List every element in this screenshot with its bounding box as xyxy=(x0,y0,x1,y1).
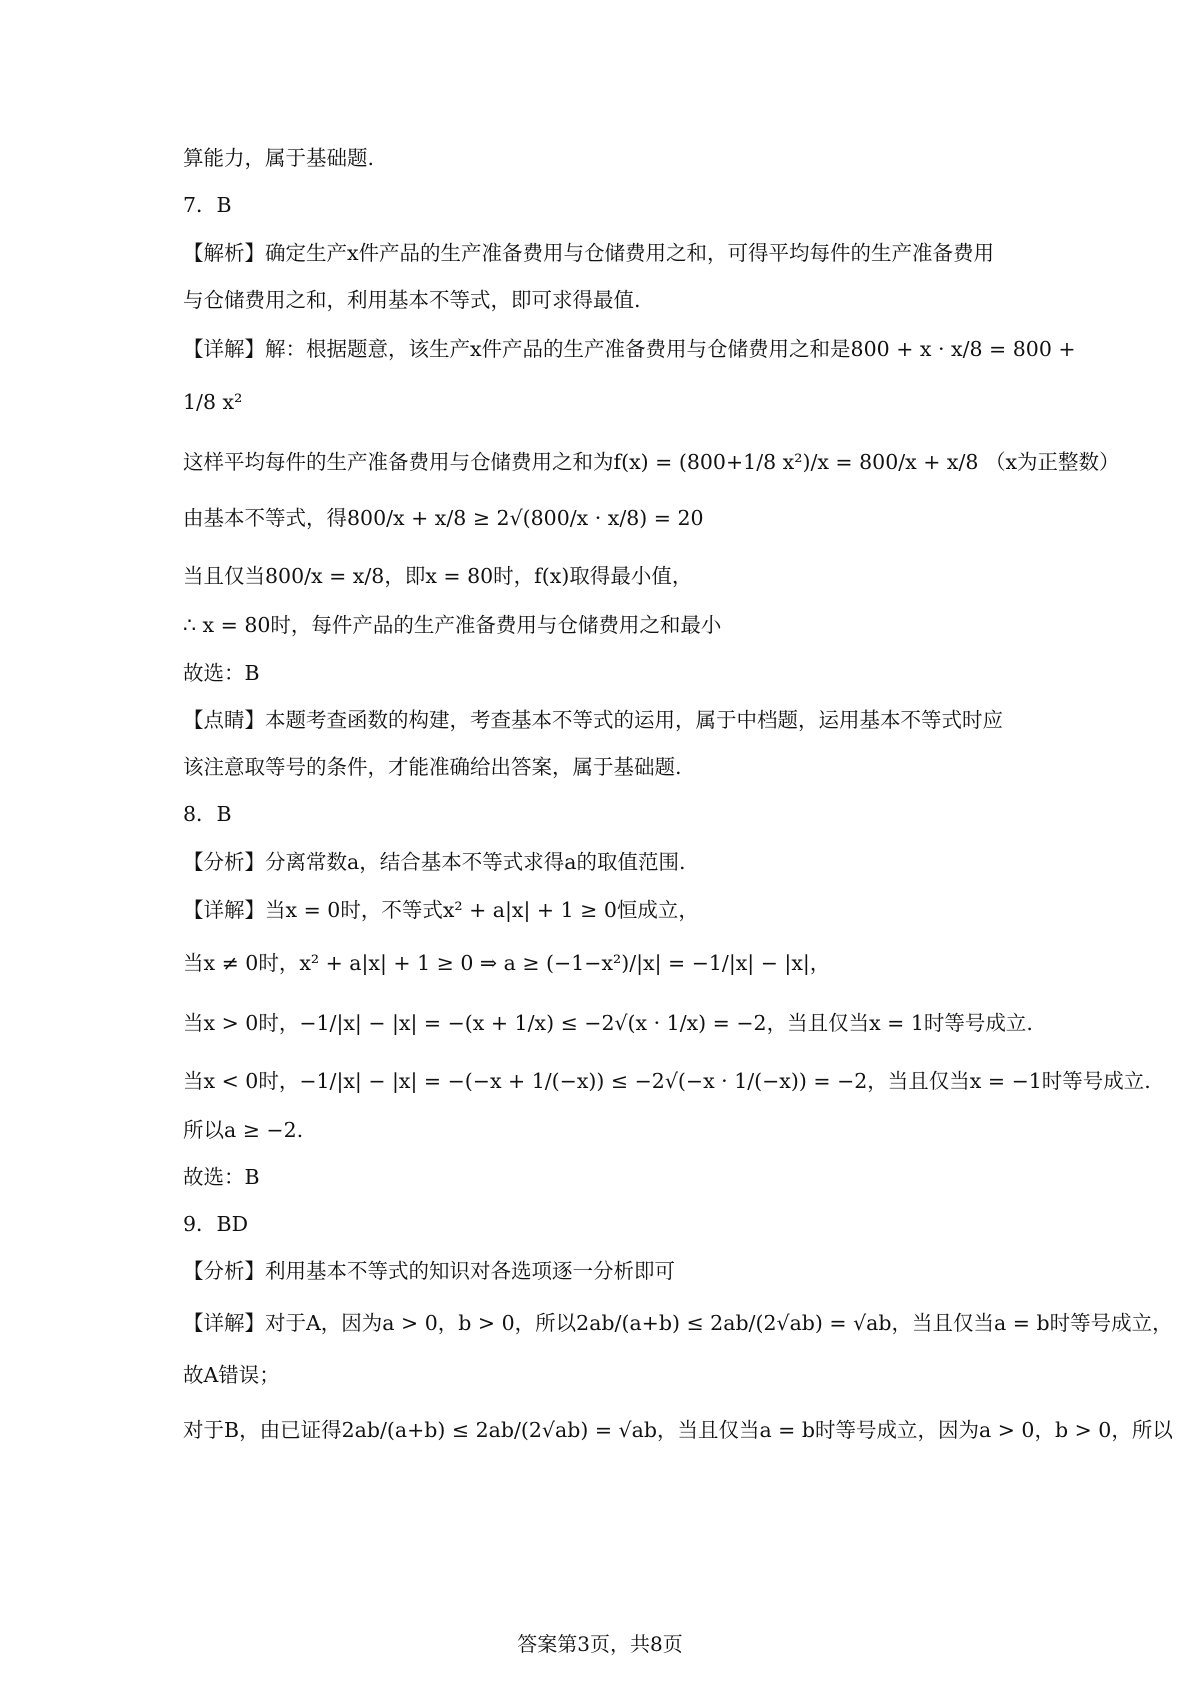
text-line: 【分析】分离常数a，结合基本不等式求得a的取值范围. xyxy=(183,850,686,874)
text-line: 这样平均每件的生产准备费用与仓储费用之和为f(x) = (800+1/8 x²)/x = 800/x + x/8 （x为正整数） xyxy=(183,450,1120,474)
question-number-9: 9．BD xyxy=(183,1212,249,1236)
text-line: 当x > 0时，−1/|x| − |x| = −(x + 1/x) ≤ −2√(x · 1/x) = −2，当且仅当x = 1时等号成立. xyxy=(183,1011,1033,1035)
text-line: 故A错误； xyxy=(183,1363,280,1387)
text-line: 【解析】确定生产x件产品的生产准备费用与仓储费用之和，可得平均每件的生产准备费用 xyxy=(183,241,995,265)
text-line: 当x < 0时，−1/|x| − |x| = −(−x + 1/(−x)) ≤ −2√(−x · 1/(−x)) = −2，当且仅当x = −1时等号成立. xyxy=(183,1069,1151,1093)
text-line: ∴ x = 80时，每件产品的生产准备费用与仓储费用之和最小 xyxy=(183,613,722,637)
text-line: 【点睛】本题考查函数的构建，考查基本不等式的运用，属于中档题，运用基本不等式时应 xyxy=(183,708,1003,732)
text-line: 当x ≠ 0时，x² + a|x| + 1 ≥ 0 ⇒ a ≥ (−1−x²)/|x| = −1/|x| − |x|， xyxy=(183,951,831,975)
text-line: 由基本不等式，得800/x + x/8 ≥ 2√(800/x · x/8) = 20 xyxy=(183,506,704,530)
text-line: 1/8 x² xyxy=(183,390,243,414)
text-line: 【分析】利用基本不等式的知识对各选项逐一分析即可 xyxy=(183,1259,675,1283)
text-line: 故选：B xyxy=(183,1165,260,1189)
text-line: 故选：B xyxy=(183,661,260,685)
text-line: 所以a ≥ −2. xyxy=(183,1118,304,1142)
text-line: 该注意取等号的条件，才能准确给出答案，属于基础题. xyxy=(183,755,682,779)
text-line: 【详解】对于A，因为a > 0，b > 0，所以2ab/(a+b) ≤ 2ab/(2√ab) = √ab，当且仅当a = b时等号成立， xyxy=(183,1311,1173,1335)
text-line: 算能力，属于基础题. xyxy=(183,146,375,170)
question-number-8: 8．B xyxy=(183,802,232,826)
text-line: 与仓储费用之和，利用基本不等式，即可求得最值. xyxy=(183,288,641,312)
text-line: 对于B，由已证得2ab/(a+b) ≤ 2ab/(2√ab) = √ab，当且仅当a = b时等号成立，因为a > 0，b > 0，所以 xyxy=(183,1418,1173,1442)
page-footer: 答案第3页，共8页 xyxy=(517,1632,683,1656)
text-line: 【详解】当x = 0时，不等式x² + a|x| + 1 ≥ 0恒成立， xyxy=(183,898,699,922)
text-line: 当且仅当800/x = x/8，即x = 80时，f(x)取得最小值， xyxy=(183,564,693,588)
text-line: 【详解】解：根据题意，该生产x件产品的生产准备费用与仓储费用之和是800 + x · x/8 = 800 + xyxy=(183,337,1076,361)
question-number-7: 7．B xyxy=(183,193,232,217)
